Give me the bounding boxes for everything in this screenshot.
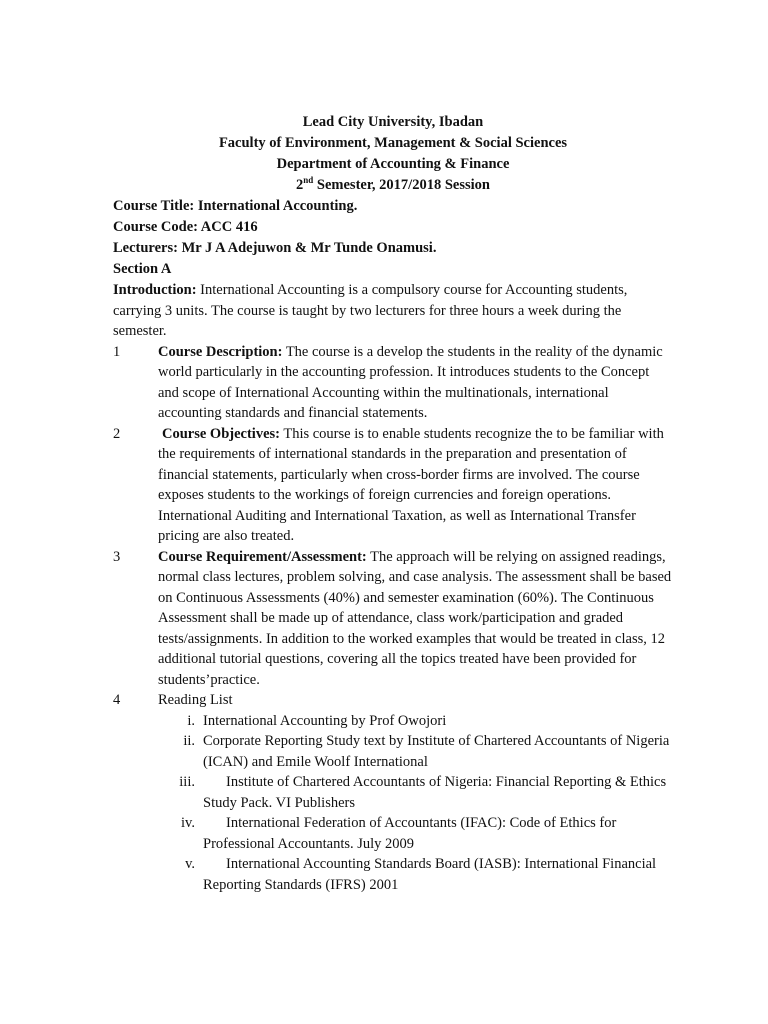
numbered-item-reading-list [113, 690, 673, 711]
item-text: The approach will be relying on assigned readings, normal class lectures, problem solving, and case analysis. The assessment shall be based on Continuous Assessments (40%) and semester examination (60%). The Continuous Assessment shall be made up of attendance, class work/participation and graded tests/assignments. In addition to the worked examples that would be treated in class, 12 additional tutorial questions, covering all the topics treated have been provided for students’practice. [158, 548, 672, 688]
course-title: Course Title: International Accounting. [113, 198, 358, 214]
item-number: 1 [113, 343, 121, 360]
semester-number: 2 [296, 177, 304, 193]
semester-suffix: nd [303, 175, 314, 186]
item-text: The course is a develop the students in the reality of the dynamic world particularly in the accounting profession. It introduces students to the Concept and scope of International Accounting within the multinationals, international accounting standards and financial statements. [158, 343, 663, 421]
document-body [113, 112, 673, 895]
list-item-numeral: ii. [183, 733, 195, 749]
item-label: Course Requirement/Assessment: [158, 548, 367, 565]
list-item [113, 711, 673, 732]
numbered-item-course-objectives [113, 424, 673, 547]
item-label: Course Description: [158, 343, 283, 360]
list-item-text: International Accounting by Prof Owojori [203, 712, 447, 729]
item-number: 3 [113, 548, 121, 565]
item-number: 2 [113, 425, 121, 442]
reading-list [113, 711, 673, 896]
semester-session: Semester, 2017/2018 Session [313, 177, 490, 193]
list-item-text: International Federation of Accountants (IFAC): Code of Ethics for Professional Accountants. July 2009 [203, 815, 617, 852]
list-item [113, 772, 673, 813]
list-item-numeral: i. [187, 712, 195, 729]
numbered-item-course-description [113, 342, 673, 424]
list-item-numeral: iii. [179, 774, 195, 790]
document-header [113, 112, 673, 196]
university-name: Lead City University, Ibadan [302, 114, 484, 130]
introduction-text: International Accounting is a compulsory course for Accounting students, carrying 3 units. The course is taught by two lecturers for three hours a week during the semester. [113, 282, 628, 339]
reading-list-title: Reading List [158, 692, 233, 708]
section-heading: Section A [113, 261, 172, 277]
list-item [113, 731, 673, 772]
item-label: Course Objectives: [162, 425, 280, 442]
course-code: Course Code: ACC 416 [113, 219, 258, 235]
introduction-paragraph [113, 280, 673, 342]
list-item [113, 854, 673, 895]
lecturers: Lecturers: Mr J A Adejuwon & Mr Tunde Onamusi. [113, 240, 437, 256]
department-name: Department of Accounting & Finance [276, 156, 510, 172]
semester-line [113, 175, 673, 196]
list-item-text: Institute of Chartered Accountants of Nigeria: Financial Reporting & Ethics Study Pack. VI Publishers [203, 774, 667, 811]
list-item [113, 813, 673, 854]
list-item-numeral: iv. [181, 815, 195, 831]
faculty-name: Faculty of Environment, Management & Social Sciences [218, 135, 568, 151]
course-meta [113, 196, 673, 280]
numbered-item-course-requirement [113, 547, 673, 691]
item-text: This course is to enable students recognize the to be familiar with the requirements of international standards in the preparation and presentation of financial statements, particularly when cross-border firms are involved. The course exposes students to the workings of foreign currencies and foreign operations. International Auditing and International Taxation, as well as International Transfer pricing are also treated. [158, 425, 664, 544]
list-item-text: Corporate Reporting Study text by Institute of Chartered Accountants of Nigeria (ICAN) and Emile Woolf International [203, 733, 670, 770]
list-item-numeral: v. [185, 856, 195, 872]
list-item-text: International Accounting Standards Board (IASB): International Financial Reporting Standards (IFRS) 2001 [203, 856, 657, 893]
introduction-label: Introduction: [113, 282, 197, 298]
item-number: 4 [113, 692, 121, 708]
